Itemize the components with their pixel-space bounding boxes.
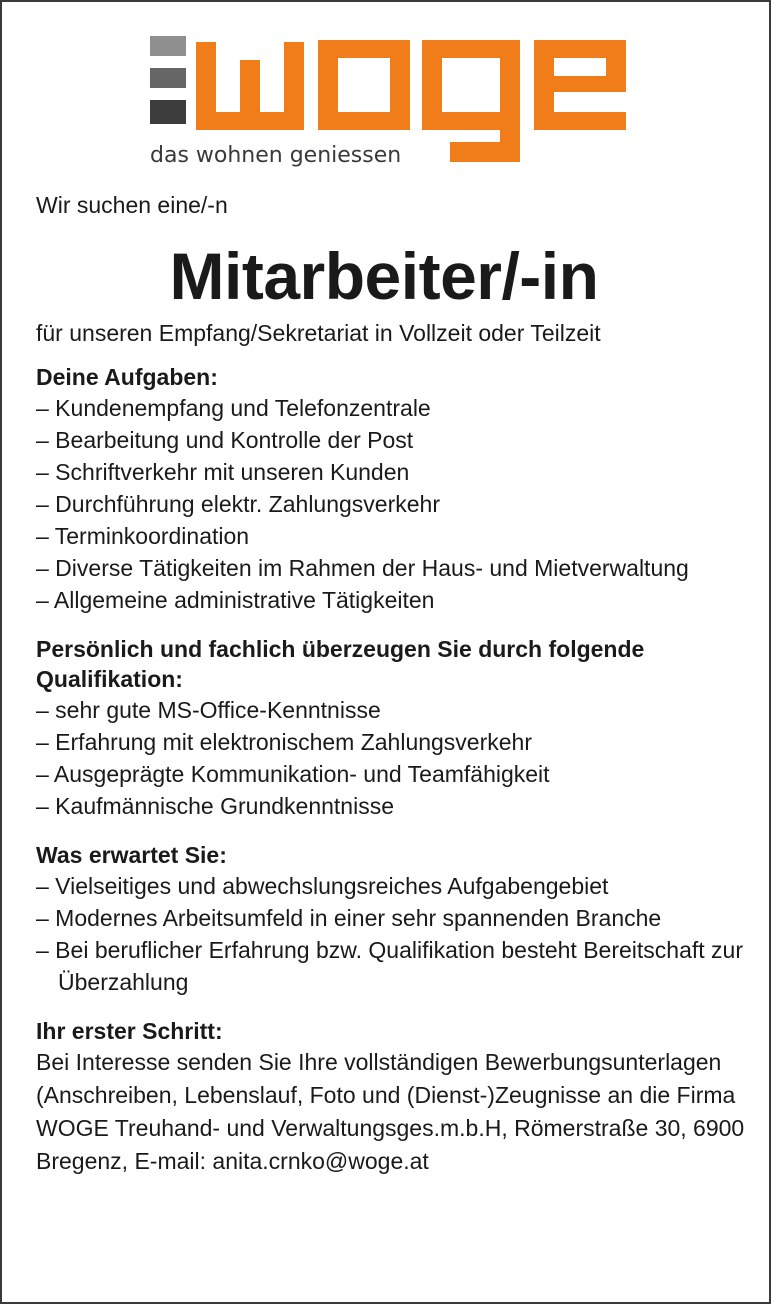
job-title: Mitarbeiter/-in: [169, 239, 599, 313]
section-next-step: [36, 1016, 746, 1178]
logo-letter-o: [318, 40, 410, 130]
ad-content: [36, 190, 746, 1178]
logo-tagline: das wohnen geniessen: [150, 143, 402, 168]
section-offer: [36, 840, 746, 998]
section-tasks: [36, 362, 746, 616]
qualification-list: [36, 694, 746, 822]
list-item: – Schriftverkehr mit unseren Kunden: [36, 459, 410, 485]
list-item: – Erfahrung mit elektronischem Zahlungsverkehr: [36, 729, 533, 755]
list-item: – Durchführung elektr. Zahlungsverkehr: [36, 491, 440, 517]
list-item: – Modernes Arbeitsumfeld in einer sehr spannenden Branche: [36, 905, 662, 931]
list-item: – Diverse Tätigkeiten im Rahmen der Haus- und Mietverwaltung: [36, 555, 689, 581]
logo-letter-e: [534, 40, 626, 130]
woge-logo: [150, 30, 630, 170]
intro-text: Wir suchen eine/-n: [36, 192, 228, 218]
list-item: – Kaufmännische Grundkenntnisse: [36, 793, 394, 819]
section-qualifications: [36, 634, 746, 822]
logo-bar-3: [150, 100, 186, 124]
logo-letter-g: [422, 40, 520, 162]
contact-text: Bei Interesse senden Sie Ihre vollständigen Bewerbungsunterlagen (Anschreiben, Lebenslauf, Foto und (Dienst-)Zeugnisse an die Firma WOGE Treuhand- und Verwaltungsges.m.b.H, Römerstraße 30, 6900 Bregenz, E-mail: anita.crnko@woge.at: [36, 1049, 745, 1174]
list-item: – Ausgeprägte Kommunikation- und Teamfähigkeit: [36, 761, 550, 787]
section-title: Was erwartet Sie:: [36, 842, 227, 868]
list-item: – Terminkoordination: [36, 523, 250, 549]
list-item: – Vielseitiges und abwechslungsreiches Aufgabengebiet: [36, 873, 609, 899]
list-item: – sehr gute MS-Office-Kenntnisse: [36, 697, 381, 723]
job-subtitle: für unseren Empfang/Sekretariat in Vollzeit oder Teilzeit: [36, 320, 601, 346]
list-item: – Kundenempfang und Telefonzentrale: [36, 395, 431, 421]
logo-bar-2: [150, 68, 186, 88]
offer-list: [36, 870, 746, 998]
list-item: – Bearbeitung und Kontrolle der Post: [36, 427, 414, 453]
task-list: [36, 392, 746, 616]
section-title: Deine Aufgaben:: [36, 364, 218, 390]
section-title: Ihr erster Schritt:: [36, 1018, 223, 1044]
logo-bar-1: [150, 36, 186, 56]
section-title: Persönlich und fachlich überzeugen Sie durch folgende Qualifikation:: [36, 636, 645, 692]
logo-letter-w: [196, 42, 304, 130]
list-item: – Allgemeine administrative Tätigkeiten: [36, 587, 435, 613]
list-item: – Bei beruflicher Erfahrung bzw. Qualifikation besteht Bereitschaft zur Überzahlung: [36, 937, 743, 995]
